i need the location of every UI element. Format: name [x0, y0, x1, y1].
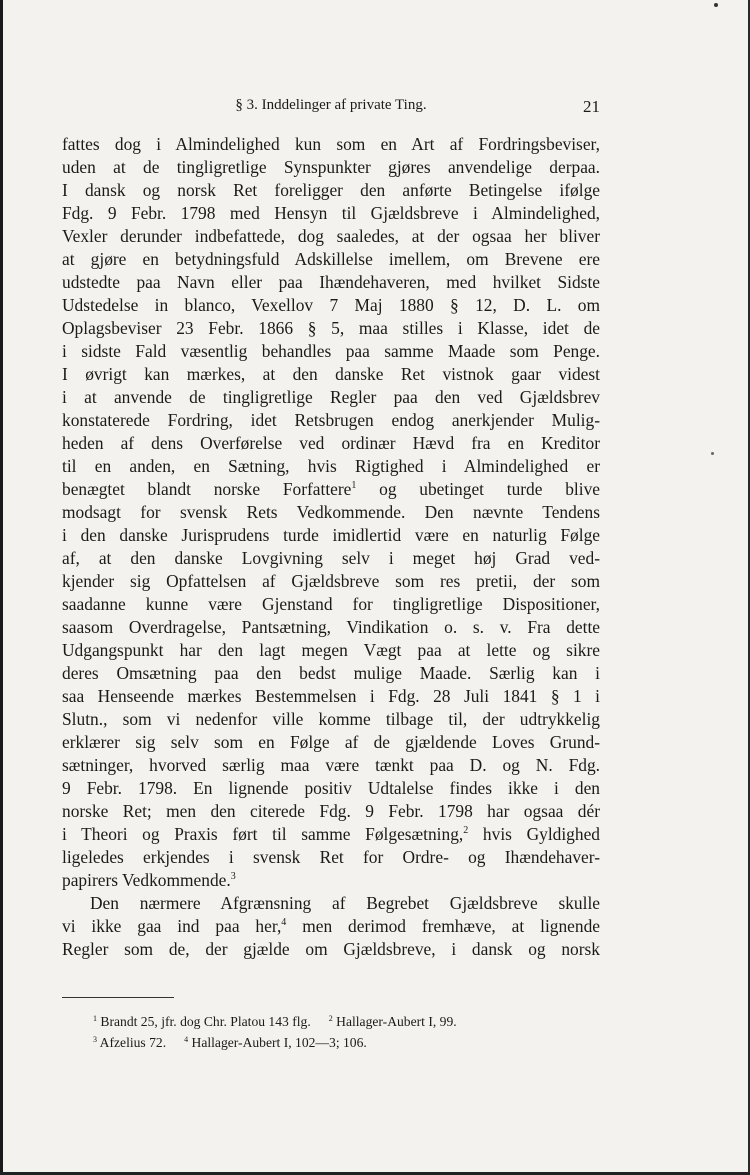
text-segment: og ubetinget turde blive	[379, 479, 600, 499]
text-line: ligeledes erkjendes i svensk Ret for Ordre- og Ihændehaver-	[62, 847, 600, 867]
text-line: 9 Febr. 1798. En lignende positiv Udtalelse findes ikke i den	[62, 778, 600, 798]
text-segment: men derimod fremhæve, at lignende	[302, 916, 600, 936]
text-line: Regler som de, der gjælde om Gjældsbreve, i dansk og norsk	[62, 939, 600, 959]
text-line: udstedte paa Navn eller paa Ihændehaveren, med hvilket Sidste	[62, 272, 600, 292]
footnote-ref: 3	[230, 871, 236, 882]
scan-speck	[714, 3, 718, 7]
scan-edge-left	[0, 0, 3, 1175]
footnote-4: Hallager-Aubert I, 102—3; 106.	[191, 1035, 367, 1050]
footnote-line	[93, 1032, 593, 1053]
text-line: fattes dog i Almindelighed kun som en Art af Fordringsbeviser,	[62, 134, 600, 154]
footnotes	[93, 1011, 593, 1053]
text-line	[62, 869, 600, 892]
text-line: sætninger, hvorved særlig maa være tænkt paa D. og N. Fdg.	[62, 755, 600, 775]
text-line: i at anvende de tingligretlige Regler paa den ved Gjældsbrev	[62, 387, 600, 407]
text-line: heden af dens Overførelse ved ordinær Hævd fra en Kreditor	[62, 433, 600, 453]
scan-speck-margin	[711, 452, 714, 455]
text-line: I dansk og norsk Ret foreligger den anførte Betingelse ifølge	[62, 180, 600, 200]
footnote-mark: 2	[328, 1014, 333, 1023]
footnote-ref: 4	[281, 917, 287, 928]
footnote-3: Afzelius 72.	[99, 1035, 167, 1050]
footnote-1: Brandt 25, jfr. dog Chr. Platou 143 flg.	[100, 1014, 311, 1029]
text-line: i sidste Fald væsentlig behandles paa samme Maade som Penge.	[62, 341, 600, 361]
text-line: Fdg. 9 Febr. 1798 med Hensyn til Gjældsbreve i Almindelighed,	[62, 203, 600, 223]
text-line: saasom Overdragelse, Pantsætning, Vindikation o. s. v. Fra dette	[62, 617, 600, 637]
footnote-ref: 1	[351, 480, 357, 491]
text-segment: i Theori og Praxis ført til samme Følgesætning,	[62, 824, 464, 844]
footnote-ref: 2	[463, 825, 469, 836]
text-line: I øvrigt kan mærkes, at den danske Ret vistnok gaar videst	[62, 364, 600, 384]
text-line: Vexler derunder indbefattede, dog saaledes, at der ogsaa her bliver	[62, 226, 600, 246]
text-line	[62, 915, 600, 938]
body-text	[62, 133, 600, 961]
footnote-mark: 3	[93, 1035, 97, 1044]
footnote-mark: 4	[184, 1035, 189, 1044]
footnote-mark: 1	[93, 1014, 97, 1023]
text-segment: hvis Gyldighed	[482, 824, 600, 844]
text-line: norske Ret; men den citerede Fdg. 9 Febr. 1798 har ogsaa dér	[62, 801, 600, 821]
footnote-2: Hallager-Aubert I, 99.	[336, 1014, 457, 1029]
text-line	[62, 478, 600, 501]
text-line: Udgangspunkt har den lagt megen Vægt paa at lette og sikre	[62, 640, 600, 660]
running-head: § 3. Inddelinger af private Ting.	[235, 97, 427, 113]
text-line: uden at de tingligretlige Synspunkter gjøres anvendelige derpaa.	[62, 157, 600, 177]
text-line: af, at den danske Lovgivning selv i meget høj Grad ved-	[62, 548, 600, 568]
text-line: Udstedelse in blanco, Vexellov 7 Maj 1880 § 12, D. L. om	[62, 295, 600, 315]
page-header	[62, 97, 600, 121]
text-segment: vi ikke gaa ind paa her,	[62, 916, 282, 936]
text-line	[62, 823, 600, 846]
text-line: modsagt for svensk Rets Vedkommende. Den nævnte Tendens	[62, 502, 600, 522]
text-line: at gjøre en betydningsfuld Adskillelse imellem, om Brevene ere	[62, 249, 600, 269]
text-line: deres Omsætning paa den bedst mulige Maade. Særlig kan i	[62, 663, 600, 683]
text-line: Oplagsbeviser 23 Febr. 1866 § 5, maa stilles i Klasse, idet de	[62, 318, 600, 338]
footnote-line	[93, 1011, 593, 1032]
text-line: saadanne kunne være Gjenstand for tingligretlige Dispositioner,	[62, 594, 600, 614]
text-segment: papirers Vedkommende.	[62, 870, 231, 890]
text-line: konstaterede Fordring, idet Retsbrugen endog anerkjender Mulig-	[62, 410, 600, 430]
page-number: 21	[583, 97, 600, 116]
text-line: saa Henseende mærkes Bestemmelsen i Fdg. 28 Juli 1841 § 1 i	[62, 686, 600, 706]
footnote-divider	[62, 997, 174, 998]
text-line: kjender sig Opfattelsen af Gjældsbreve som res pretii, der som	[62, 571, 600, 591]
text-line: erklærer sig selv som en Følge af de gjældende Loves Grund-	[62, 732, 600, 752]
text-line: i den danske Jurisprudens turde imidlertid være en naturlig Følge	[62, 525, 600, 545]
text-line: til en anden, en Sætning, hvis Rigtighed i Almindelighed er	[62, 456, 600, 476]
text-line: Den nærmere Afgrænsning af Begrebet Gjældsbreve skulle	[90, 893, 600, 913]
text-segment: benægtet blandt norske Forfattere	[62, 479, 352, 499]
text-line: Slutn., som vi nedenfor ville komme tilbage til, der udtrykkelig	[62, 709, 600, 729]
